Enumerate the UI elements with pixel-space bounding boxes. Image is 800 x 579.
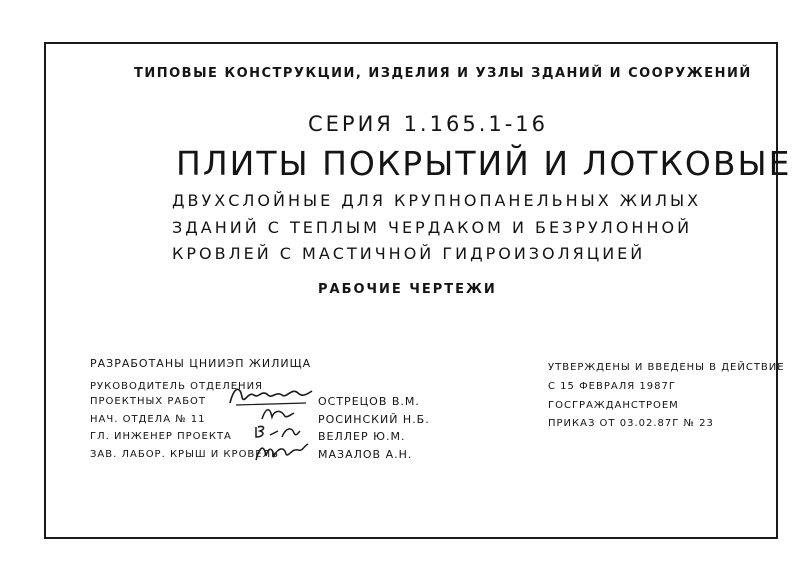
series-number: СЕРИЯ 1.165.1-16 [308,112,549,136]
signature-mazalov [252,440,312,464]
role-chief-engineer: ГЛ. ИНЖЕНЕР ПРОЕКТА [90,431,232,442]
approval-line-1: УТВЕРЖДЕНЫ И ВВЕДЕНЫ В ДЕЙСТВИЕ [548,362,785,373]
name-mazalov: МАЗАЛОВ А.Н. [318,448,413,461]
approval-line-3: ГОСГРАЖДАНСТРОЕМ [548,400,679,411]
approval-line-2: С 15 ФЕВРАЛЯ 1987Г [548,381,676,392]
subtitle-line-1: ДВУХСЛОЙНЫЕ ДЛЯ КРУПНОПАНЕЛЬНЫХ ЖИЛЫХ [172,191,702,210]
name-rosinsky: РОСИНСКИЙ Н.Б. [318,413,430,426]
subtitle-line-2: ЗДАНИЙ С ТЕПЛЫМ ЧЕРДАКОМ И БЕЗРУЛОННОЙ [172,218,693,237]
name-ostretsov: ОСТРЕЦОВ В.М. [318,395,420,408]
signature-rosinsky [258,405,298,423]
header-line: ТИПОВЫЕ КОНСТРУКЦИИ, ИЗДЕЛИЯ И УЗЛЫ ЗДАНИЙ И СООРУЖЕНИЙ [134,66,752,81]
name-veller: ВЕЛЛЕР Ю.М. [318,430,406,443]
role-head-line2: ПРОЕКТНЫХ РАБОТ [90,396,207,407]
developer-org: РАЗРАБОТАНЫ ЦНИИЭП ЖИЛИЩА [90,357,312,370]
role-head-line1: РУКОВОДИТЕЛЬ ОТДЕЛЕНИЯ [90,381,264,392]
approval-line-4: ПРИКАЗ ОТ 03.02.87Г № 23 [548,418,714,429]
subtitle-line-3: КРОВЛЕЙ С МАСТИЧНОЙ ГИДРОИЗОЛЯЦИЕЙ [172,244,646,263]
signature-veller [252,423,302,441]
role-dept-head: НАЧ. ОТДЕЛА № 11 [90,414,206,425]
document-type: РАБОЧИЕ ЧЕРТЕЖИ [318,282,497,297]
role-lab-head: ЗАВ. ЛАБОР. КРЫШ И КРОВЕЛЬ [90,449,279,460]
document-title: ПЛИТЫ ПОКРЫТИЙ И ЛОТКОВЫЕ [176,144,792,183]
